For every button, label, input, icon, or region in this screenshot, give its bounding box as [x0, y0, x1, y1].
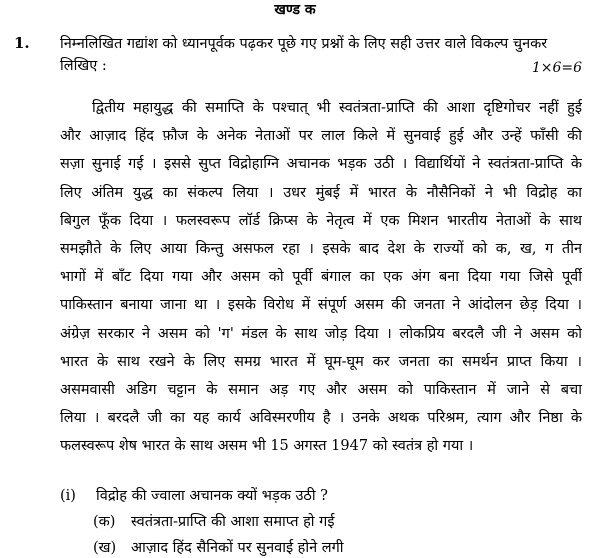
passage-line: द्वितीय महायुद्ध की समाप्ति के पश्चात् भी स्वतंत्रता-प्राप्ति की आशा दृष्टिगोचर नहीं हुई	[92, 100, 582, 116]
passage-line: भारत के साथ रखने के लिए समग्र भारत में घूम-घूम कर जनता का समर्थन प्राप्त किया ।	[60, 353, 582, 370]
option-text: स्वतंत्रता-प्राप्ति की आशा समाप्त हो गई	[131, 514, 335, 530]
passage-line: बिगुल फूँक दिया । फलस्वरूप लॉर्ड क्रिप्स के नेतृत्व में एक मिशन भारतीय नेताओं के साथ	[60, 212, 582, 229]
option-text: आज़ाद हिंद सैनिकों पर सुनवाई होने लगी	[131, 540, 344, 556]
option-marker: (क)	[93, 514, 116, 530]
option-b	[93, 538, 344, 558]
passage-line: पाकिस्तान बनाया जाना था । इसके विरोध में संपूर्ण असम की जनता ने आंदोलन छेड़ दिया ।	[60, 297, 582, 314]
question-number: 1.	[14, 34, 30, 52]
sub-question-number: (i)	[60, 488, 76, 504]
passage-line: असमवासी अडिग चट्टान के समान अड़ गए और असम को पाकिस्तान में जाने से बचा	[60, 381, 582, 398]
passage-line: लिए अंतिम युद्ध का संकल्प लिया । उधर मुंबई में भारत के नौसैनिकों ने भी विद्रोह का	[60, 184, 582, 201]
passage-line: समझौते के लिए आया किन्तु असफल रहा । इसके बाद देश के राज्यों को क, ख, ग तीन	[60, 240, 582, 257]
question-instruction: निम्नलिखित गद्यांश को ध्यानपूर्वक पढ़कर पूछे गए प्रश्नों के लिए सही उत्तर वाले विकल्प चुनकर लिखिए :	[60, 36, 548, 74]
passage-line: और आज़ाद हिंद फ़ौज के अनेक नेताओं पर लाल किले में सुनवाई हुई और उन्हें फाँसी की	[60, 128, 582, 145]
passage	[60, 94, 582, 460]
section-heading: खण्ड क	[274, 2, 316, 18]
option-marker: (ख)	[93, 540, 117, 556]
passage-line: भागों में बाँट दिया गया और असम को पूर्वी बंगाल का एक अंग बना दिया गया जिसे पूर्वी	[60, 269, 582, 286]
option-a	[93, 512, 334, 532]
passage-line: फलस्वरूप शेष भारत के साथ असम भी 15 अगस्त 1947 को स्वतंत्र हो गया ।	[60, 438, 474, 455]
passage-line: लिया । बरदलै जी का यह कार्य अविस्मरणीय है । उनके अथक परिश्रम, त्याग और निष्ठा के	[60, 410, 582, 427]
sub-question-text: विद्रोह की ज्वाला अचानक क्यों भड़क उठी ?	[96, 488, 328, 504]
passage-line: सज़ा सुनाई गई । इससे सुप्त विद्रोहाग्नि अचानक भड़क उठी । विद्यार्थियों ने स्वतंत्रता-प्राप्ति के	[60, 156, 582, 173]
question-marks: 1×6=6	[531, 60, 582, 76]
sub-question	[60, 486, 328, 506]
passage-line: अंग्रेज़ सरकार ने असम को 'ग' मंडल के साथ जोड़ दिया । लोकप्रिय बरदलै जी ने असम को	[60, 325, 582, 342]
